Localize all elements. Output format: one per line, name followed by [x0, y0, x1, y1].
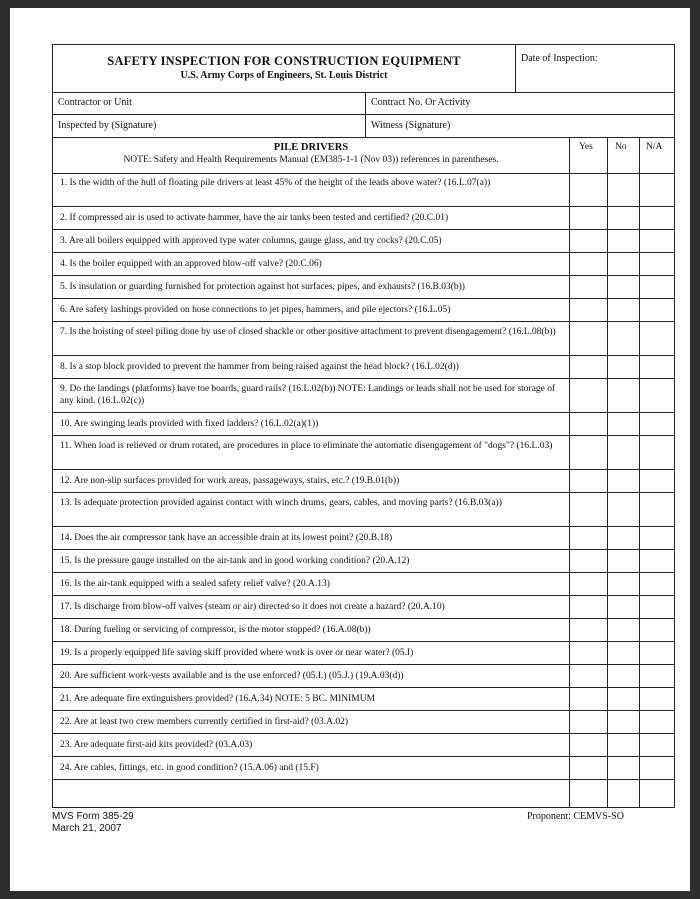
question-row — [53, 573, 674, 596]
question-text: 3. Are all boilers equipped with approved type water columns, gauge glass, and try cocks? (20.C.05) — [60, 236, 442, 246]
checkbox-na[interactable] — [640, 550, 674, 572]
checkbox-no[interactable] — [608, 619, 639, 641]
checkbox-no[interactable] — [608, 527, 639, 549]
question-row — [53, 276, 674, 299]
form-header — [53, 45, 674, 93]
title-box — [53, 45, 516, 92]
checkbox-na[interactable] — [640, 734, 674, 756]
question-text: 7. Is the hoisting of steel piling done by use of closed shackle or other positive attachment to prevent disengagement? (16.L.08(b)) — [60, 327, 556, 337]
checkbox-na[interactable] — [640, 642, 674, 664]
question-row — [53, 711, 674, 734]
question-text: 19. Is a properly equipped life saving skiff provided where work is over or near water? (05.I) — [60, 648, 414, 658]
question-row — [53, 642, 674, 665]
checkbox-yes[interactable] — [570, 470, 607, 492]
question-row — [53, 299, 674, 322]
checkbox-na[interactable] — [640, 436, 674, 469]
checkbox-yes[interactable] — [570, 596, 607, 618]
question-row — [53, 379, 674, 413]
question-text: 2. If compressed air is used to activate hammer, have the air tanks been tested and certified? (20.C.01) — [60, 213, 449, 223]
question-row — [53, 493, 674, 527]
field-divider — [365, 115, 366, 137]
col-no-header: No — [615, 142, 627, 152]
checkbox-yes[interactable] — [570, 642, 607, 664]
inspected-by-label: Inspected by (Signature) — [58, 120, 157, 131]
question-text: 13. Is adequate protection provided against contact with winch drums, gears, cables, and moving parts? (16.B.03(a)) — [60, 498, 502, 508]
question-row — [53, 665, 674, 688]
checkbox-no[interactable] — [608, 688, 639, 710]
field-divider — [365, 92, 366, 114]
checkbox-yes[interactable] — [570, 734, 607, 756]
form-number: MVS Form 385-29 — [52, 811, 134, 822]
checkbox-yes[interactable] — [570, 619, 607, 641]
checkbox-yes[interactable] — [570, 493, 607, 526]
checkbox-yes[interactable] — [570, 299, 607, 321]
checkbox-yes[interactable] — [570, 436, 607, 469]
question-text: 11. When load is relieved or drum rotated, are procedures in place to eliminate the automatic disengagement of "dogs"? (16.L.03) — [60, 441, 553, 451]
checkbox-yes[interactable] — [570, 550, 607, 572]
question-row — [53, 413, 674, 436]
checkbox-no[interactable] — [608, 711, 639, 733]
section-header — [53, 138, 674, 174]
question-text: 5. Is insulation or guarding furnished for protection against hot surfaces, pipes, and exhausts? (16.B.03(b)) — [60, 282, 465, 292]
proponent: Proponent: CEMVS-SO — [527, 811, 624, 822]
checkbox-na[interactable] — [640, 470, 674, 492]
checkbox-na[interactable] — [640, 230, 674, 252]
checkbox-na[interactable] — [640, 322, 674, 355]
checkbox-no[interactable] — [608, 230, 639, 252]
checkbox-yes[interactable] — [570, 573, 607, 595]
form-frame — [52, 44, 675, 808]
section-title: PILE DRIVERS — [273, 142, 349, 153]
question-text: 6. Are safety lashings provided on hose connections to jet pipes, hammers, and pile ejectors? (16.L.05) — [60, 305, 451, 315]
question-row — [53, 356, 674, 379]
checkbox-na[interactable] — [640, 379, 674, 412]
form-date: March 21, 2007 — [52, 823, 122, 834]
checkbox-no[interactable] — [608, 322, 639, 355]
col-na-header: N/A — [646, 142, 663, 152]
checkbox-no[interactable] — [608, 299, 639, 321]
checkbox-na[interactable] — [640, 253, 674, 275]
checkbox-yes[interactable] — [570, 253, 607, 275]
checkbox-no[interactable] — [608, 276, 639, 298]
question-text: 24. Are cables, fittings, etc. in good condition? (15.A.06) and (15.F) — [60, 763, 319, 773]
question-row — [53, 757, 674, 780]
checkbox-na[interactable] — [640, 711, 674, 733]
checkbox-yes[interactable] — [570, 230, 607, 252]
question-text: 14. Does the air compressor tank have an accessible drain at its lowest point? (20.B.18) — [60, 533, 393, 543]
question-row — [53, 436, 674, 470]
col-yes-header: Yes — [579, 142, 593, 152]
checkbox-yes[interactable] — [570, 413, 607, 435]
checkbox-no[interactable] — [608, 493, 639, 526]
question-row — [53, 207, 674, 230]
question-text: 10. Are swinging leads provided with fixed ladders? (16.L.02(a)(1)) — [60, 419, 319, 429]
contract-label: Contract No. Or Activity — [371, 97, 471, 108]
checkbox-yes[interactable] — [570, 356, 607, 378]
checkbox-yes[interactable] — [570, 207, 607, 229]
checkbox-na[interactable] — [640, 527, 674, 549]
witness-label: Witness (Signature) — [371, 120, 451, 131]
section-note: NOTE: Safety and Health Requirements Manual (EM385-1-1 (Nov 03)) references in parentheses. — [123, 155, 499, 165]
question-text: 8. Is a stop block provided to prevent the hammer from being raised against the head block? (16.L.02(d)) — [60, 362, 459, 372]
checkbox-no[interactable] — [608, 734, 639, 756]
question-row — [53, 230, 674, 253]
checkbox-na[interactable] — [640, 413, 674, 435]
checkbox-na[interactable] — [640, 207, 674, 229]
form-subtitle: U.S. Army Corps of Engineers, St. Louis District — [180, 70, 388, 81]
checkbox-na[interactable] — [640, 596, 674, 618]
checkbox-no[interactable] — [608, 642, 639, 664]
checkbox-no[interactable] — [608, 596, 639, 618]
question-text: 22. Are at least two crew members currently certified in first-aid? (03.A.02) — [60, 717, 349, 727]
checkbox-no[interactable] — [608, 436, 639, 469]
question-text: 12. Are non-slip surfaces provided for work areas, passageways, stairs, etc.? (19.B.01(b)) — [60, 476, 400, 486]
question-text: 16. Is the air-tank equipped with a sealed safety relief valve? (20.A.13) — [60, 579, 330, 589]
checkbox-yes[interactable] — [570, 757, 607, 779]
checkbox-na[interactable] — [640, 299, 674, 321]
checkbox-na[interactable] — [640, 619, 674, 641]
checkbox-no[interactable] — [608, 573, 639, 595]
inspector-row — [53, 115, 674, 138]
checkbox-no[interactable] — [608, 470, 639, 492]
contractor-row — [53, 92, 674, 115]
checkbox-na[interactable] — [640, 276, 674, 298]
checkbox-yes[interactable] — [570, 688, 607, 710]
checkbox-na[interactable] — [640, 573, 674, 595]
question-text: 1. Is the width of the hull of floating pile drivers at least 45% of the height of the leads above water? (16.L.07(a)) — [60, 178, 491, 188]
checkbox-na[interactable] — [640, 493, 674, 526]
question-row — [53, 527, 674, 550]
question-row — [53, 173, 674, 207]
checkbox-no[interactable] — [608, 207, 639, 229]
question-row — [53, 253, 674, 276]
question-row — [53, 550, 674, 573]
checkbox-yes[interactable] — [570, 711, 607, 733]
checkbox-no[interactable] — [608, 413, 639, 435]
checkbox-na[interactable] — [640, 173, 674, 206]
question-text: 4. Is the boiler equipped with an approved blow-off valve? (20.C.06) — [60, 259, 322, 269]
question-text: 23. Are adequate first-aid kits provided? (03.A.03) — [60, 740, 253, 750]
form-title: SAFETY INSPECTION FOR CONSTRUCTION EQUIPMENT — [107, 54, 461, 68]
checkbox-yes[interactable] — [570, 665, 607, 687]
checkbox-na[interactable] — [640, 665, 674, 687]
checkbox-yes[interactable] — [570, 379, 607, 412]
question-row — [53, 322, 674, 356]
form-page — [10, 8, 690, 891]
checkbox-yes[interactable] — [570, 322, 607, 355]
question-text: 18. During fueling or servicing of compressor, is the motor stopped? (16.A.08(b)) — [60, 625, 371, 635]
checkbox-no[interactable] — [608, 356, 639, 378]
question-row — [53, 470, 674, 493]
checkbox-no[interactable] — [608, 253, 639, 275]
checkbox-no[interactable] — [608, 757, 639, 779]
question-text: 21. Are adequate fire extinguishers provided? (16.A.34) NOTE: 5 BC. MINIMUM — [60, 694, 376, 704]
checkbox-na[interactable] — [640, 356, 674, 378]
question-row — [53, 596, 674, 619]
checkbox-no[interactable] — [608, 665, 639, 687]
contractor-label: Contractor or Unit — [58, 97, 132, 108]
checkbox-yes[interactable] — [570, 527, 607, 549]
question-row — [53, 619, 674, 642]
question-row — [53, 734, 674, 757]
question-text: 15. Is the pressure gauge installed on the air-tank and in good working condition? (20.A.12) — [60, 556, 410, 566]
checkbox-yes[interactable] — [570, 173, 607, 206]
checkbox-na[interactable] — [640, 688, 674, 710]
date-of-inspection-label: Date of Inspection: — [521, 53, 598, 64]
checkbox-no[interactable] — [608, 379, 639, 412]
question-text: 9. Do the landings (platforms) have toe boards, guard rails? (16.L.02(b)) NOTE: Landings or leads shall not be used for storage of any kind. (16.L.02(c)) — [60, 384, 556, 406]
checkbox-no[interactable] — [608, 173, 639, 206]
question-text: 17. Is discharge from blow-off valves (steam or air) directed so it does not create a hazard? (20.A.10) — [60, 602, 445, 612]
checkbox-no[interactable] — [608, 550, 639, 572]
checkbox-yes[interactable] — [570, 276, 607, 298]
question-text: 20. Are sufficient work-vests available and is the use enforced? (05.I.) (05.J.) (19.A.03(d)) — [60, 671, 404, 681]
question-row — [53, 688, 674, 711]
checkbox-na[interactable] — [640, 757, 674, 779]
